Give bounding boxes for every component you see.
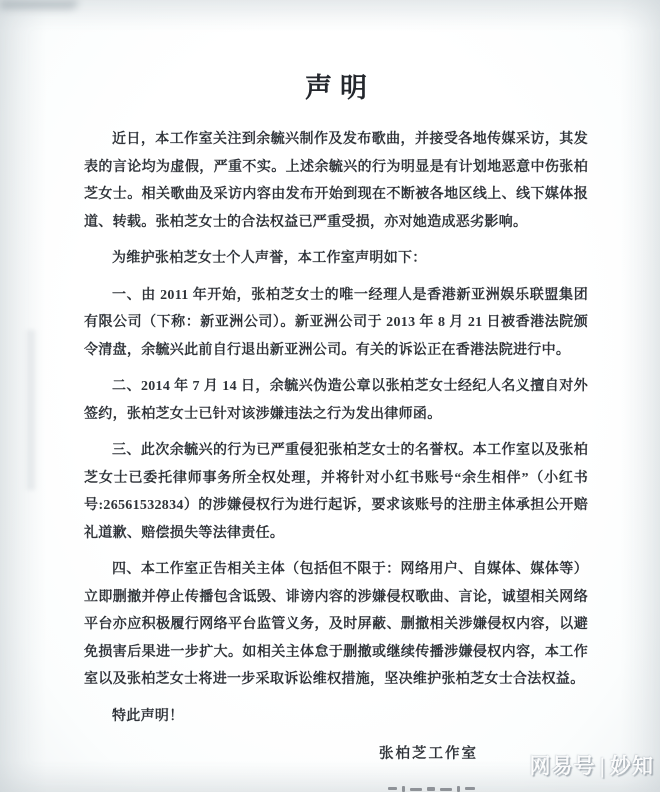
statement-item-2: 二、2014 年 7 月 14 日，余毓兴伪造公章以张柏芝女士经纪人名义擅自对外签约，张柏芝女士已针对该涉嫌违法之行为发出律师函。 bbox=[84, 379, 588, 422]
netease-watermark bbox=[530, 750, 654, 780]
statement-item-4: 四、本工作室正告相关主体（包括但不限于：网络用户、自媒体、媒体等）立即删撤并停止传播包含诋毁、诽谤内容的涉嫌侵权歌曲、言论，诚望相关网络平台亦应积极履行网络平台监管义务，及时屏蔽、删撤相关涉嫌侵权内容，以避免损害后果进一步扩大。如相关主体怠于删撤或继续传播涉嫌侵权内容，本工作室以及张柏芝女士将进一步采取诉讼维权措施，坚决维护张柏芝女士合法权益。 bbox=[84, 562, 588, 687]
statement-item-3: 三、此次余毓兴的行为已严重侵犯张柏芝女士的名誉权。本工作室以及张柏芝女士已委托律师事务所全权处理，并将针对小红书账号“余生相伴”（小红书号:26561532834）的涉嫌侵权行为进行起诉，要求该账号的注册主体承担公开赔礼道歉、赔偿损失等法律责任。 bbox=[84, 443, 588, 541]
watermark-separator: | bbox=[599, 755, 606, 778]
statement-paragraph-intro: 近日，本工作室关注到余毓兴制作及发布歌曲，并接受各地传媒采访，其发表的言论均为虚假，严重不实。上述余毓兴的行为明显是有计划地恶意中伤张柏芝女士。相关歌曲及采访内容由发布开始到现在不断被各地区线上、线下媒体报道、转载。张柏芝女士的合法权益已严重受损，亦对她造成恶劣影响。 bbox=[84, 132, 588, 230]
signature: 张柏芝工作室 bbox=[379, 746, 478, 762]
paper-edge-shading bbox=[24, 330, 38, 490]
closing-line: 特此声明！ bbox=[112, 708, 184, 724]
cropped-date-fragment bbox=[388, 785, 484, 792]
photo-corner-shadow bbox=[0, 0, 78, 9]
page-title: 声明 bbox=[305, 73, 375, 103]
watermark-platform-label: 网易号 bbox=[529, 755, 596, 778]
statement-paragraph-preamble: 为维护张柏芝女士个人声誉，本工作室声明如下： bbox=[112, 251, 427, 266]
statement-body bbox=[84, 70, 588, 763]
watermark-account-label: 妙知 bbox=[610, 755, 654, 778]
statement-item-1: 一、由 2011 年开始，张柏芝女士的唯一经理人是香港新亚洲娱乐联盟集团有限公司（下称：新亚洲公司）。新亚洲公司于 2013 年 8 月 21 日被香港法院颁令清盘，余毓兴此前自行退出新亚洲公司。有关的诉讼正在香港法院进行中。 bbox=[84, 287, 588, 358]
